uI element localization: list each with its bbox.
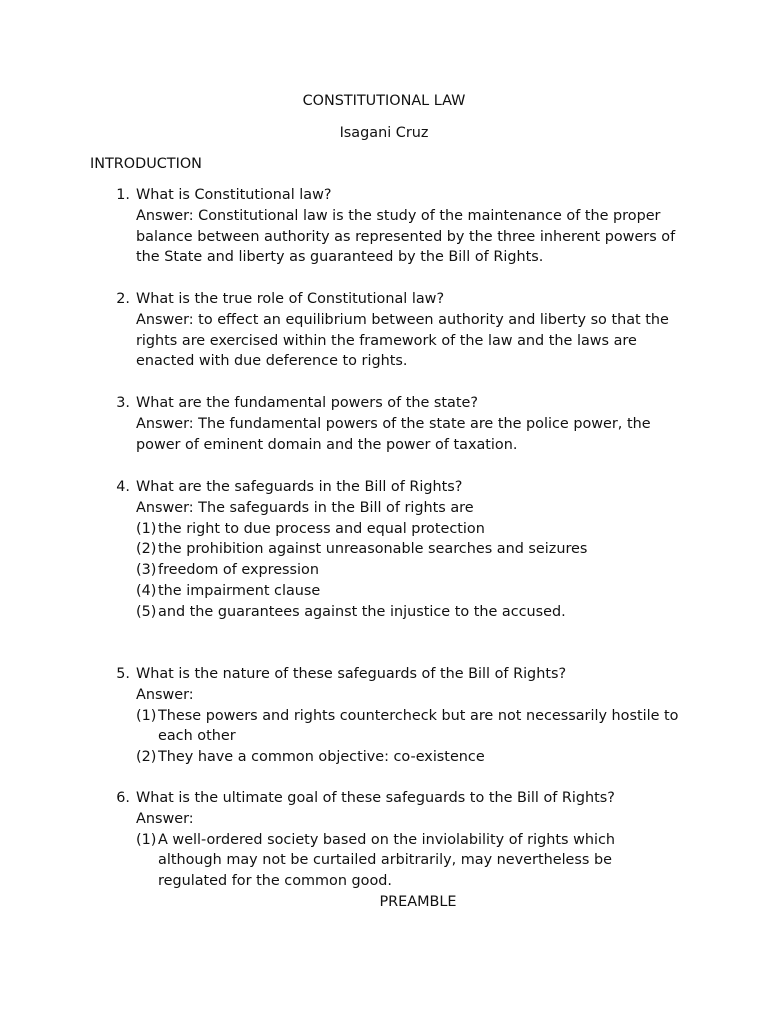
question-text: What is Constitutional law? bbox=[136, 187, 332, 203]
question-text: What are the safeguards in the Bill of Rights? bbox=[136, 479, 463, 495]
preamble-heading: PREAMBLE bbox=[379, 894, 457, 910]
sub-item-number: (1) bbox=[136, 520, 157, 537]
sub-item-text: These powers and rights countercheck but are not necessarily hostile to each other bbox=[158, 707, 679, 745]
sub-item-number: (2) bbox=[136, 749, 157, 766]
answer-text: Answer: bbox=[136, 810, 194, 827]
question-text: What is the ultimate goal of these safeguards to the Bill of Rights? bbox=[136, 790, 615, 806]
answer-text: Answer: The safeguards in the Bill of rights are bbox=[136, 499, 474, 516]
sub-item bbox=[136, 747, 681, 768]
sub-item-text: A well-ordered society based on the inviolability of rights which although may not be curtailed arbitrarily, may nevertheless be regulated for the common good. bbox=[158, 831, 615, 890]
question-text: What are the fundamental powers of the state? bbox=[136, 395, 478, 411]
answer-text: Answer: The fundamental powers of the state are the police power, the power of eminent domain and the power of taxation. bbox=[136, 415, 651, 453]
sub-item bbox=[136, 519, 681, 540]
sub-item-text: the prohibition against unreasonable searches and seizures bbox=[158, 541, 588, 558]
sub-item-number: (5) bbox=[136, 603, 157, 620]
sub-item bbox=[136, 830, 681, 892]
item-number: 6. bbox=[116, 790, 130, 806]
sub-item-number: (4) bbox=[136, 582, 157, 599]
document-author: Isagani Cruz bbox=[339, 125, 429, 141]
answer-text: Answer: bbox=[136, 686, 194, 703]
sub-item bbox=[136, 539, 681, 560]
item-number: 4. bbox=[116, 479, 130, 495]
item-number: 2. bbox=[116, 291, 130, 307]
question-text: What is the nature of these safeguards of the Bill of Rights? bbox=[136, 666, 567, 682]
document-title: CONSTITUTIONAL LAW bbox=[302, 93, 466, 109]
sub-item-text: the impairment clause bbox=[158, 582, 321, 599]
item-number: 3. bbox=[116, 395, 130, 411]
item-number: 5. bbox=[116, 666, 130, 682]
item-number: 1. bbox=[116, 187, 130, 203]
sub-item-number: (3) bbox=[136, 562, 157, 579]
question-text: What is the true role of Constitutional law? bbox=[136, 291, 445, 307]
answer-text: Answer: Constitutional law is the study of the maintenance of the proper balance between authority as represented by the three inherent powers of the State and liberty as guaranteed by the Bill of Rights. bbox=[136, 207, 676, 266]
sub-item-text: the right to due process and equal protection bbox=[158, 520, 485, 537]
sub-item bbox=[136, 706, 681, 748]
sub-item bbox=[136, 581, 681, 602]
sub-item-number: (1) bbox=[136, 831, 157, 848]
sub-item-text: and the guarantees against the injustice to the accused. bbox=[158, 603, 566, 620]
sub-item-number: (2) bbox=[136, 541, 157, 558]
sub-item-number: (1) bbox=[136, 707, 157, 724]
sub-item bbox=[136, 602, 681, 623]
sub-item-text: freedom of expression bbox=[158, 562, 319, 579]
section-heading: INTRODUCTION bbox=[90, 156, 202, 172]
sub-item-text: They have a common objective: co-existence bbox=[158, 749, 485, 766]
answer-text: Answer: to effect an equilibrium between authority and liberty so that the rights are exercised within the framework of the law and the laws are enacted with due deference to rights. bbox=[136, 311, 669, 370]
sub-item bbox=[136, 560, 681, 581]
